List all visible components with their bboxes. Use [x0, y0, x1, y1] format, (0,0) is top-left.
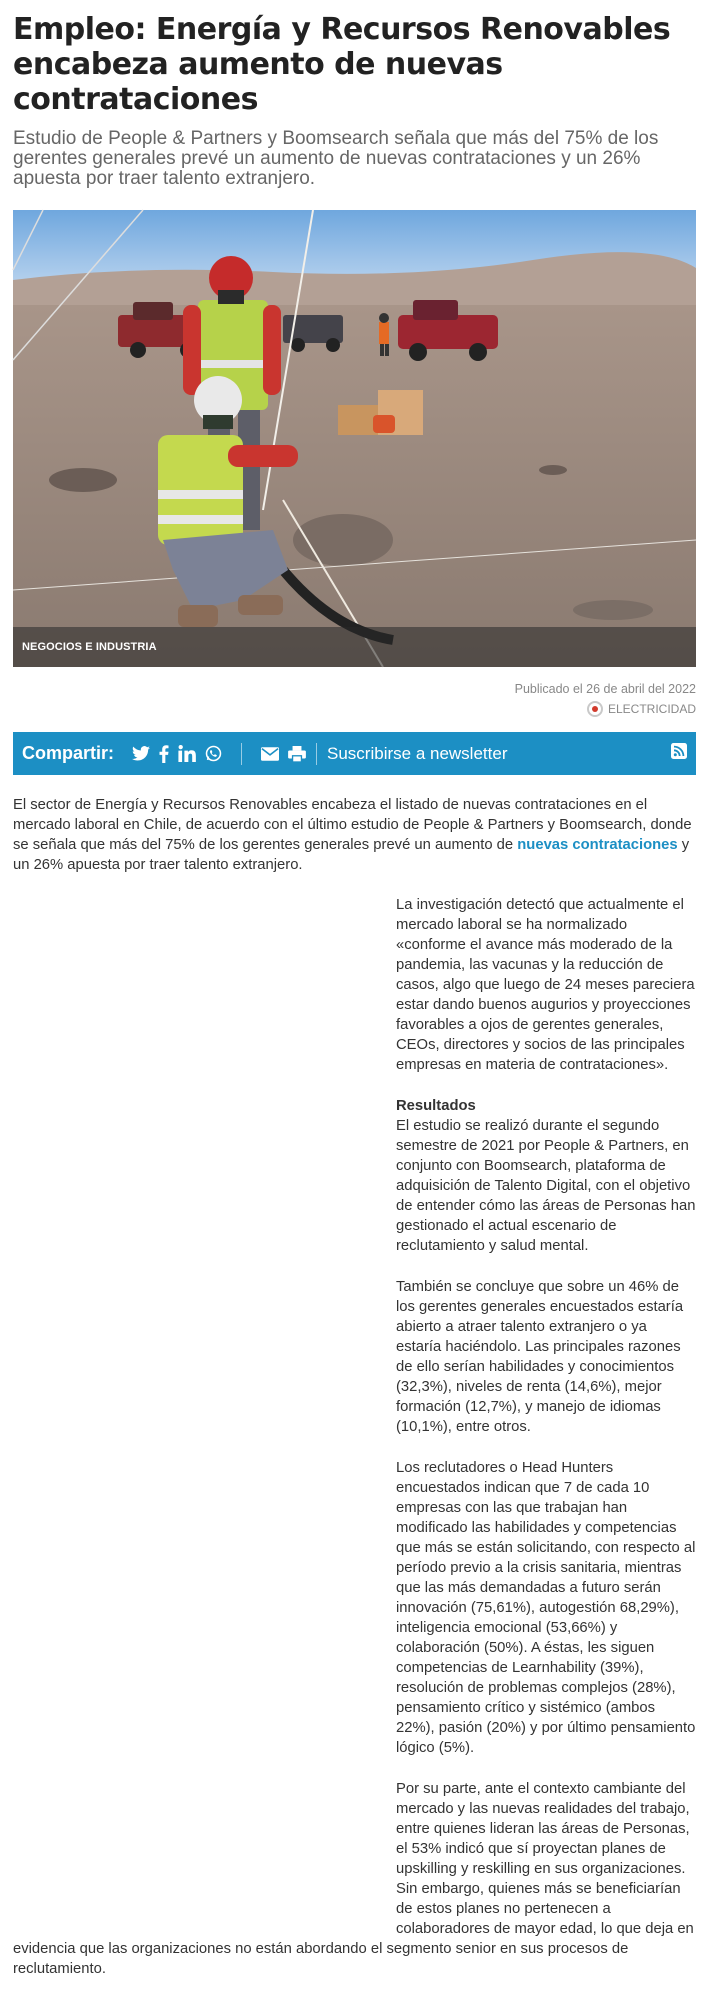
- whatsapp-icon[interactable]: [205, 745, 222, 762]
- hero-image: [13, 210, 696, 667]
- article-body: [13, 895, 696, 2000]
- email-icon[interactable]: [261, 747, 279, 761]
- share-label: Compartir:: [22, 743, 115, 763]
- paragraph-5: Por su parte, ante el contexto cambiante del mercado y las nuevas realidades del trabajo, entre quienes lideran las áreas de Personas, el 53% indicó que sí proyectan planes de upskilling y reskilling en sus organizaciones. Sin embargo, quienes más se beneficiarían de estos planes no pertenecen a colaboradores de mayor edad, lo que deja en evidencia que las organizaciones no están abordando el segmento senior en sus procesos de reclutamiento.: [13, 1781, 694, 1977]
- article-meta: [13, 681, 696, 720]
- paragraph-2: El estudio se realizó durante el segundo semestre de 2021 por People & Partners, en conjunto con Boomsearch, plataforma de adquisición de Talento Digital, con el objetivo de entender cómo las áreas de Personas han gestionado el actual escenario de reclutamiento y salud mental.: [396, 1118, 696, 1254]
- ad-placeholder: [13, 895, 396, 1925]
- category-label: ELECTRICIDAD: [607, 702, 696, 716]
- print-icon[interactable]: [288, 746, 306, 762]
- article-subtitle: Estudio de People & Partners y Boomsearch señala que más del 75% de los gerentes generales prevé un aumento de nuevas contrataciones y un 26% apuesta por traer talento extranjero.: [13, 128, 659, 189]
- share-separator: [316, 743, 317, 765]
- publish-date: Publicado el 26 de abril del 2022: [514, 682, 696, 696]
- intro-text-before: El sector de Energía y Recursos Renovables encabeza el listado de nuevas contrataciones en el mercado laboral en Chile, de acuerdo con el último estudio de People & Partners y Boomsearch, donde se señala que más del 75% de los gerentes generales prevé un aumento de: [13, 797, 692, 853]
- paragraph-4: Los reclutadores o Head Hunters encuestados indican que 7 de cada 10 empresas con las que trabajan han modificado las habilidades y competencias que más se están solicitando, con respecto al período previo a la crisis sanitaria, mientras que las más demandadas a futuro serán innovación (75,61%), autogestión 68,29%), inteligencia emocional (53,66%) y colaboración (50%). A éstas, les siguen competencias de Learnhability (39%), resolución de problemas complejos (28%), pensamiento crítico y sistémico (ambos 22%), pasión (20%) y por último pensamiento lógico (5%).: [396, 1460, 696, 1756]
- image-caption: NEGOCIOS E INDUSTRIA: [13, 627, 696, 667]
- category-link[interactable]: [587, 701, 696, 717]
- twitter-icon[interactable]: [132, 746, 150, 761]
- share-icons: [132, 743, 306, 765]
- newsletter-link[interactable]: Suscribirse a newsletter: [327, 743, 508, 763]
- facebook-icon[interactable]: [159, 745, 169, 763]
- linkedin-icon[interactable]: [178, 745, 196, 762]
- paragraph-1: La investigación detectó que actualmente el mercado laboral se ha normalizado «conforme el avance más moderado de la pandemia, las vacunas y la reducción de casos, algo que luego de 24 meses pareciera estar dando buenos augurios y proyecciones favorables a ojos de gerentes generales, CEOs, directores y socios de las principales empresas en materia de contrataciones».: [396, 897, 695, 1073]
- hero-photo: [13, 210, 696, 667]
- category-icon: [587, 701, 603, 717]
- paragraph-3: También se concluye que sobre un 46% de los gerentes generales encuestados estaría abierto a atraer talento extranjero o ya estaría haciéndolo. Las principales razones de ello serían habilidades y conocimientos (32,3%), niveles de renta (14,6%), mejor formación (12,7%), y manejo de idiomas (10,1%), entre otros.: [396, 1279, 684, 1435]
- nuevas-contrataciones-link[interactable]: nuevas contrataciones: [517, 837, 678, 853]
- results-heading: Resultados: [396, 1098, 476, 1114]
- share-separator: [241, 743, 242, 765]
- article-intro: [13, 795, 696, 875]
- article-title: Empleo: Energía y Recursos Renovables encabeza aumento de nuevas contrataciones: [13, 12, 671, 117]
- rss-icon[interactable]: [671, 743, 687, 764]
- share-bar: [13, 732, 696, 775]
- intro-text-after: y un 26% apuesta por traer talento extranjero.: [13, 837, 690, 873]
